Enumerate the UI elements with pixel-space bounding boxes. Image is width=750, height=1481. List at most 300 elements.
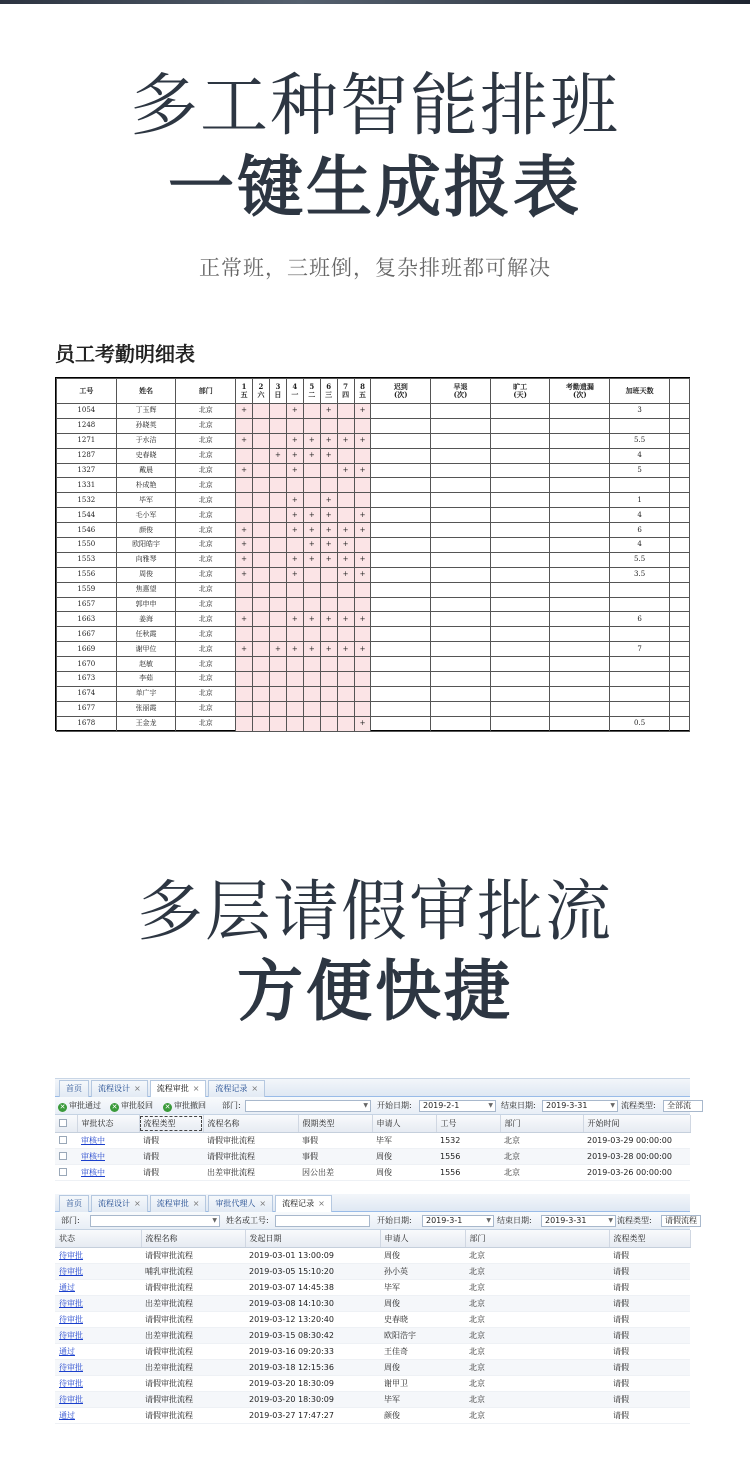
cell-empty bbox=[550, 657, 610, 672]
cell-day-mark bbox=[337, 672, 354, 687]
approve-button[interactable]: ✕ 审批通过 bbox=[59, 1101, 101, 1111]
cell-day-mark: + bbox=[337, 552, 354, 567]
cell-day-mark bbox=[286, 597, 303, 612]
table-row[interactable] bbox=[55, 1311, 690, 1327]
cell-name: 毛小军 bbox=[116, 508, 176, 523]
cell-day-mark: + bbox=[236, 567, 253, 582]
status-link-text[interactable]: 通过 bbox=[59, 1346, 75, 1356]
cell-id: 1550 bbox=[57, 538, 117, 553]
cell-day-mark: + bbox=[286, 493, 303, 508]
approve-icon: ✕ bbox=[59, 1103, 66, 1111]
table-row bbox=[57, 612, 690, 627]
close-icon[interactable]: × bbox=[134, 1199, 141, 1208]
cell-day-mark bbox=[303, 582, 320, 597]
cell-day-mark: + bbox=[303, 552, 320, 567]
table-row bbox=[57, 701, 690, 716]
cell-dept: 北京 bbox=[176, 582, 236, 597]
dept-filter-label: 部门: bbox=[222, 1101, 241, 1110]
cell-extra bbox=[669, 508, 689, 523]
cell-day-mark bbox=[303, 597, 320, 612]
table-cell: 1556 bbox=[436, 1164, 500, 1180]
cell-day-mark bbox=[320, 478, 337, 493]
cell-day-mark bbox=[303, 404, 320, 419]
cell-empty bbox=[550, 686, 610, 701]
close-icon[interactable]: × bbox=[192, 1199, 200, 1208]
cell-empty bbox=[431, 597, 491, 612]
cell-day-mark bbox=[303, 672, 320, 687]
cell-overtime: 3 bbox=[610, 404, 670, 419]
status-link[interactable] bbox=[77, 1132, 139, 1148]
status-link[interactable] bbox=[55, 1327, 141, 1343]
cell-empty bbox=[431, 538, 491, 553]
cell-day-mark: + bbox=[337, 612, 354, 627]
cell-name: 谢甲位 bbox=[116, 642, 176, 657]
cell-day-mark bbox=[286, 672, 303, 687]
dept-filter-select[interactable] bbox=[245, 1100, 371, 1112]
cell-empty bbox=[371, 672, 431, 687]
cell-name: 戴晨 bbox=[116, 463, 176, 478]
tab-流程记录[interactable] bbox=[275, 1195, 332, 1212]
tab-流程设计[interactable] bbox=[91, 1080, 148, 1097]
flow-type-label: 流程类型: bbox=[621, 1101, 656, 1110]
cell-day-mark bbox=[354, 493, 371, 508]
cell-day-mark bbox=[286, 686, 303, 701]
cell-empty bbox=[371, 716, 431, 731]
cell-extra bbox=[669, 567, 689, 582]
cell-id: 1327 bbox=[57, 463, 117, 478]
tab-label: 流程记录 bbox=[215, 1084, 248, 1093]
cell-dept: 北京 bbox=[176, 433, 236, 448]
status-link[interactable] bbox=[55, 1263, 141, 1279]
table-cell: 2019-03-20 18:30:09 bbox=[245, 1391, 380, 1407]
end-date-field[interactable]: 2019-3-31 ▼ bbox=[542, 1100, 618, 1112]
cell-day-mark: + bbox=[320, 523, 337, 538]
cell-day-mark bbox=[236, 701, 253, 716]
cell-id: 1667 bbox=[57, 627, 117, 642]
table-cell: 2019-03-16 09:20:33 bbox=[245, 1343, 380, 1359]
cell-overtime bbox=[610, 582, 670, 597]
table-row[interactable] bbox=[55, 1263, 690, 1279]
cell-id: 1546 bbox=[57, 523, 117, 538]
cell-day-mark: + bbox=[303, 523, 320, 538]
cell-day-mark bbox=[337, 627, 354, 642]
hero-title-convenient: 方便快捷 bbox=[237, 953, 513, 1030]
cell-day-mark: + bbox=[354, 463, 371, 478]
cell-name: 焦惠望 bbox=[116, 582, 176, 597]
col-header: 假期类型 bbox=[298, 1115, 372, 1132]
close-icon[interactable]: × bbox=[251, 1084, 259, 1093]
tab-label: 审批代理人 bbox=[215, 1199, 256, 1208]
cell-empty bbox=[490, 493, 550, 508]
cell-empty bbox=[490, 523, 550, 538]
cell-empty bbox=[371, 418, 431, 433]
table-row[interactable] bbox=[55, 1164, 690, 1180]
end-date-field[interactable]: 2019-3-31 ▼ bbox=[541, 1215, 616, 1227]
table-row[interactable] bbox=[55, 1327, 690, 1343]
table-cell: 北京 bbox=[465, 1343, 609, 1359]
status-link-text[interactable]: 待审批 bbox=[59, 1394, 83, 1404]
cell-empty bbox=[490, 642, 550, 657]
col-header-day: 7 四 bbox=[337, 379, 354, 404]
revoke-button[interactable]: ✕ 审批撤回 bbox=[164, 1101, 206, 1111]
cell-day-mark: + bbox=[236, 538, 253, 553]
status-link[interactable] bbox=[55, 1407, 141, 1423]
table-row[interactable] bbox=[55, 1407, 690, 1423]
cell-empty bbox=[550, 493, 610, 508]
table-cell: 请假审批流程 bbox=[141, 1247, 245, 1263]
table-cell: 请假 bbox=[609, 1263, 690, 1279]
cell-id: 1669 bbox=[57, 642, 117, 657]
cell-extra bbox=[669, 612, 689, 627]
cell-name: 颜俊 bbox=[116, 523, 176, 538]
status-link-text[interactable]: 审核中 bbox=[81, 1135, 105, 1145]
select-all-checkbox[interactable] bbox=[55, 1115, 77, 1132]
table-cell: 2019-03-15 08:30:42 bbox=[245, 1327, 380, 1343]
cell-empty bbox=[431, 672, 491, 687]
cell-id: 1559 bbox=[57, 582, 117, 597]
status-link-text[interactable]: 审核中 bbox=[81, 1151, 105, 1161]
cell-day-mark bbox=[303, 418, 320, 433]
table-cell: 事假 bbox=[298, 1148, 372, 1164]
cell-extra bbox=[669, 538, 689, 553]
status-link-text[interactable]: 待审批 bbox=[59, 1378, 83, 1388]
cell-empty bbox=[431, 627, 491, 642]
table-cell: 请假审批流程 bbox=[203, 1132, 298, 1148]
cell-empty bbox=[431, 508, 491, 523]
cell-day-mark bbox=[286, 478, 303, 493]
cell-extra bbox=[669, 523, 689, 538]
cell-day-mark: + bbox=[354, 612, 371, 627]
cell-empty bbox=[490, 582, 550, 597]
cell-day-mark bbox=[236, 493, 253, 508]
table-cell: 请假 bbox=[609, 1391, 690, 1407]
tab-首页[interactable] bbox=[59, 1080, 89, 1097]
table-row bbox=[57, 493, 690, 508]
hero-title-scheduling: 多工种智能排班 bbox=[129, 67, 620, 146]
cell-day-mark bbox=[303, 478, 320, 493]
cell-day-mark bbox=[269, 597, 286, 612]
table-row bbox=[57, 627, 690, 642]
status-link[interactable] bbox=[55, 1359, 141, 1375]
cell-day-mark: + bbox=[354, 404, 371, 419]
name-filter-input[interactable] bbox=[275, 1215, 370, 1227]
cell-day-mark: + bbox=[303, 642, 320, 657]
cell-day-mark bbox=[320, 597, 337, 612]
table-row bbox=[57, 478, 690, 493]
cell-empty bbox=[490, 657, 550, 672]
records-window bbox=[55, 1194, 697, 1432]
tab-流程记录[interactable] bbox=[208, 1080, 265, 1097]
status-link[interactable] bbox=[55, 1375, 141, 1391]
cell-day-mark: + bbox=[286, 508, 303, 523]
table-cell: 1556 bbox=[436, 1148, 500, 1164]
cell-dept: 北京 bbox=[176, 552, 236, 567]
cell-day-mark bbox=[320, 627, 337, 642]
tab-label: 流程设计 bbox=[98, 1084, 130, 1093]
cell-day-mark: + bbox=[236, 552, 253, 567]
table-row[interactable] bbox=[55, 1359, 690, 1375]
col-header: 状态 bbox=[55, 1230, 141, 1247]
close-icon[interactable]: × bbox=[192, 1084, 200, 1093]
cell-empty bbox=[490, 567, 550, 582]
table-row[interactable] bbox=[55, 1391, 690, 1407]
attendance-sheet bbox=[55, 377, 690, 731]
status-link-text[interactable]: 通过 bbox=[59, 1410, 75, 1420]
cell-day-mark bbox=[269, 567, 286, 582]
cell-day-mark: + bbox=[320, 404, 337, 419]
cell-day-mark: + bbox=[320, 642, 337, 657]
cell-name: 张丽霞 bbox=[116, 701, 176, 716]
status-link-text[interactable]: 待审批 bbox=[59, 1266, 83, 1276]
cell-day-mark bbox=[236, 672, 253, 687]
cell-id: 1553 bbox=[57, 552, 117, 567]
cell-day-mark bbox=[337, 478, 354, 493]
start-date-field[interactable]: 2019-3-1 ▼ bbox=[422, 1215, 494, 1227]
cell-name: 向雅琴 bbox=[116, 552, 176, 567]
checkbox-icon bbox=[59, 1119, 67, 1127]
cell-extra bbox=[669, 493, 689, 508]
table-row[interactable] bbox=[55, 1132, 690, 1148]
cell-extra bbox=[669, 448, 689, 463]
cell-empty bbox=[490, 672, 550, 687]
table-row bbox=[57, 508, 690, 523]
flow-type-select[interactable]: 请假流程 bbox=[661, 1215, 701, 1227]
cell-day-mark bbox=[337, 404, 354, 419]
table-row[interactable] bbox=[55, 1343, 690, 1359]
cell-empty bbox=[550, 508, 610, 523]
cell-day-mark bbox=[253, 463, 270, 478]
table-cell: 颜俊 bbox=[380, 1407, 465, 1423]
cell-day-mark bbox=[253, 627, 270, 642]
cell-dept: 北京 bbox=[176, 567, 236, 582]
tab-首页[interactable] bbox=[59, 1195, 89, 1212]
col-header-id: 工号 bbox=[57, 379, 117, 404]
table-cell: 2019-03-08 14:10:30 bbox=[245, 1295, 380, 1311]
cell-day-mark bbox=[253, 686, 270, 701]
cell-day-mark bbox=[269, 612, 286, 627]
cell-empty bbox=[490, 404, 550, 419]
table-cell: 北京 bbox=[500, 1148, 583, 1164]
cell-empty bbox=[550, 627, 610, 642]
cell-empty bbox=[371, 404, 431, 419]
status-link[interactable] bbox=[77, 1148, 139, 1164]
cell-extra bbox=[669, 597, 689, 612]
table-cell: 1532 bbox=[436, 1132, 500, 1148]
row-checkbox[interactable] bbox=[55, 1148, 77, 1164]
cell-day-mark bbox=[320, 716, 337, 731]
records-tab-bar bbox=[55, 1194, 690, 1212]
cell-day-mark bbox=[269, 672, 286, 687]
table-cell: 2019-03-01 13:00:09 bbox=[245, 1247, 380, 1263]
cell-empty bbox=[431, 523, 491, 538]
cell-day-mark bbox=[236, 508, 253, 523]
status-link[interactable] bbox=[55, 1279, 141, 1295]
cell-day-mark bbox=[269, 686, 286, 701]
cell-overtime bbox=[610, 478, 670, 493]
tab-流程审批[interactable] bbox=[150, 1080, 207, 1097]
cell-day-mark: + bbox=[236, 463, 253, 478]
status-link-text[interactable]: 待审批 bbox=[59, 1362, 83, 1372]
cell-empty bbox=[431, 404, 491, 419]
table-row bbox=[57, 582, 690, 597]
cell-id: 1271 bbox=[57, 433, 117, 448]
cell-dept: 北京 bbox=[176, 538, 236, 553]
status-link-text[interactable]: 待审批 bbox=[59, 1314, 83, 1324]
cell-day-mark: + bbox=[354, 523, 371, 538]
status-link-text[interactable]: 待审批 bbox=[59, 1298, 83, 1308]
table-cell: 出差审批流程 bbox=[141, 1359, 245, 1375]
cell-extra bbox=[669, 433, 689, 448]
start-date-label: 开始日期: bbox=[377, 1101, 412, 1110]
cell-dept: 北京 bbox=[176, 716, 236, 731]
cell-day-mark bbox=[303, 463, 320, 478]
tab-流程审批[interactable] bbox=[150, 1195, 207, 1212]
col-header-extra bbox=[669, 379, 689, 404]
cell-day-mark bbox=[337, 701, 354, 716]
cell-empty bbox=[431, 716, 491, 731]
close-icon[interactable]: × bbox=[318, 1199, 325, 1208]
cell-day-mark bbox=[320, 686, 337, 701]
table-cell: 北京 bbox=[465, 1247, 609, 1263]
table-row bbox=[57, 567, 690, 582]
approval-window bbox=[55, 1078, 690, 1184]
cell-overtime bbox=[610, 627, 670, 642]
cell-dept: 北京 bbox=[176, 463, 236, 478]
table-cell: 2019-03-29 00:00:00 bbox=[583, 1132, 690, 1148]
cell-empty bbox=[431, 433, 491, 448]
cell-day-mark bbox=[269, 404, 286, 419]
table-cell: 北京 bbox=[465, 1279, 609, 1295]
col-header-overtime: 加班天数 bbox=[610, 379, 670, 404]
start-date-field[interactable]: 2019-2-1 ▼ bbox=[419, 1100, 496, 1112]
cell-day-mark: + bbox=[236, 404, 253, 419]
cell-empty bbox=[550, 433, 610, 448]
table-row[interactable] bbox=[55, 1295, 690, 1311]
cell-id: 1544 bbox=[57, 508, 117, 523]
cell-day-mark bbox=[286, 701, 303, 716]
cell-day-mark bbox=[236, 582, 253, 597]
cell-day-mark bbox=[253, 642, 270, 657]
table-cell: 北京 bbox=[465, 1327, 609, 1343]
col-header: 流程名称 bbox=[203, 1115, 298, 1132]
cell-id: 1532 bbox=[57, 493, 117, 508]
row-checkbox[interactable] bbox=[55, 1132, 77, 1148]
cell-overtime bbox=[610, 686, 670, 701]
table-cell: 欧阳浩宇 bbox=[380, 1327, 465, 1343]
table-cell: 请假 bbox=[609, 1407, 690, 1423]
cell-empty bbox=[371, 448, 431, 463]
status-link[interactable] bbox=[55, 1295, 141, 1311]
cell-empty bbox=[431, 418, 491, 433]
cell-day-mark: + bbox=[303, 433, 320, 448]
status-link[interactable] bbox=[77, 1164, 139, 1180]
cell-day-mark bbox=[253, 508, 270, 523]
checkbox-icon bbox=[59, 1168, 67, 1176]
revoke-icon: ✕ bbox=[164, 1103, 171, 1111]
table-cell: 请假审批流程 bbox=[141, 1311, 245, 1327]
cell-day-mark bbox=[269, 657, 286, 672]
cell-overtime: 7 bbox=[610, 642, 670, 657]
cell-name: 赵敏 bbox=[116, 657, 176, 672]
row-checkbox[interactable] bbox=[55, 1164, 77, 1180]
cell-overtime: 4 bbox=[610, 538, 670, 553]
cell-day-mark bbox=[337, 686, 354, 701]
col-header-name: 姓名 bbox=[116, 379, 176, 404]
table-cell: 2019-03-18 12:15:36 bbox=[245, 1359, 380, 1375]
close-icon[interactable]: × bbox=[134, 1084, 141, 1093]
reject-button[interactable]: ✕ 审批驳回 bbox=[111, 1101, 153, 1111]
table-row[interactable] bbox=[55, 1279, 690, 1295]
table-cell: 2019-03-20 18:30:09 bbox=[245, 1375, 380, 1391]
cell-day-mark bbox=[303, 716, 320, 731]
cell-day-mark: + bbox=[303, 612, 320, 627]
status-link-text[interactable]: 待审批 bbox=[59, 1330, 83, 1340]
cell-id: 1287 bbox=[57, 448, 117, 463]
cell-day-mark: + bbox=[337, 538, 354, 553]
table-row[interactable] bbox=[55, 1148, 690, 1164]
cell-extra bbox=[669, 701, 689, 716]
cell-day-mark bbox=[253, 493, 270, 508]
cell-name: 周俊 bbox=[116, 567, 176, 582]
cell-empty bbox=[371, 612, 431, 627]
table-cell: 请假 bbox=[609, 1375, 690, 1391]
status-link[interactable] bbox=[55, 1247, 141, 1263]
attendance-table bbox=[56, 378, 690, 732]
close-icon[interactable]: × bbox=[259, 1199, 267, 1208]
flow-type-select[interactable]: 全部流 bbox=[663, 1100, 703, 1112]
status-link-text[interactable]: 审核中 bbox=[81, 1167, 105, 1177]
status-link-text[interactable]: 待审批 bbox=[59, 1250, 83, 1260]
status-link[interactable] bbox=[55, 1391, 141, 1407]
cell-empty bbox=[371, 523, 431, 538]
table-cell: 请假 bbox=[139, 1132, 203, 1148]
cell-day-mark bbox=[236, 686, 253, 701]
records-toolbar bbox=[55, 1212, 697, 1230]
table-cell: 周俊 bbox=[372, 1164, 436, 1180]
table-cell: 2019-03-26 00:00:00 bbox=[583, 1164, 690, 1180]
table-cell: 请假审批流程 bbox=[141, 1279, 245, 1295]
table-cell: 请假审批流程 bbox=[203, 1148, 298, 1164]
tab-label: 首页 bbox=[66, 1199, 82, 1208]
cell-overtime: 5.5 bbox=[610, 552, 670, 567]
cell-empty bbox=[550, 552, 610, 567]
cell-day-mark: + bbox=[337, 433, 354, 448]
status-link[interactable] bbox=[55, 1343, 141, 1359]
tab-审批代理人[interactable] bbox=[208, 1195, 273, 1212]
table-cell: 请假 bbox=[609, 1359, 690, 1375]
tab-流程设计[interactable] bbox=[91, 1195, 148, 1212]
table-cell: 请假 bbox=[139, 1148, 203, 1164]
cell-overtime bbox=[610, 657, 670, 672]
cell-empty bbox=[431, 493, 491, 508]
table-row[interactable] bbox=[55, 1375, 690, 1391]
table-cell: 2019-03-12 13:20:40 bbox=[245, 1311, 380, 1327]
table-cell: 北京 bbox=[465, 1391, 609, 1407]
cell-day-mark bbox=[253, 448, 270, 463]
cell-empty bbox=[431, 701, 491, 716]
cell-dept: 北京 bbox=[176, 612, 236, 627]
status-link-text[interactable]: 通过 bbox=[59, 1282, 75, 1292]
table-cell: 事假 bbox=[298, 1132, 372, 1148]
status-link[interactable] bbox=[55, 1311, 141, 1327]
cell-overtime: 6 bbox=[610, 523, 670, 538]
table-cell: 请假审批流程 bbox=[141, 1407, 245, 1423]
cell-day-mark: + bbox=[286, 567, 303, 582]
table-row[interactable] bbox=[55, 1247, 690, 1263]
cell-empty bbox=[371, 597, 431, 612]
dept-filter-select[interactable] bbox=[90, 1215, 220, 1227]
cell-empty bbox=[371, 508, 431, 523]
